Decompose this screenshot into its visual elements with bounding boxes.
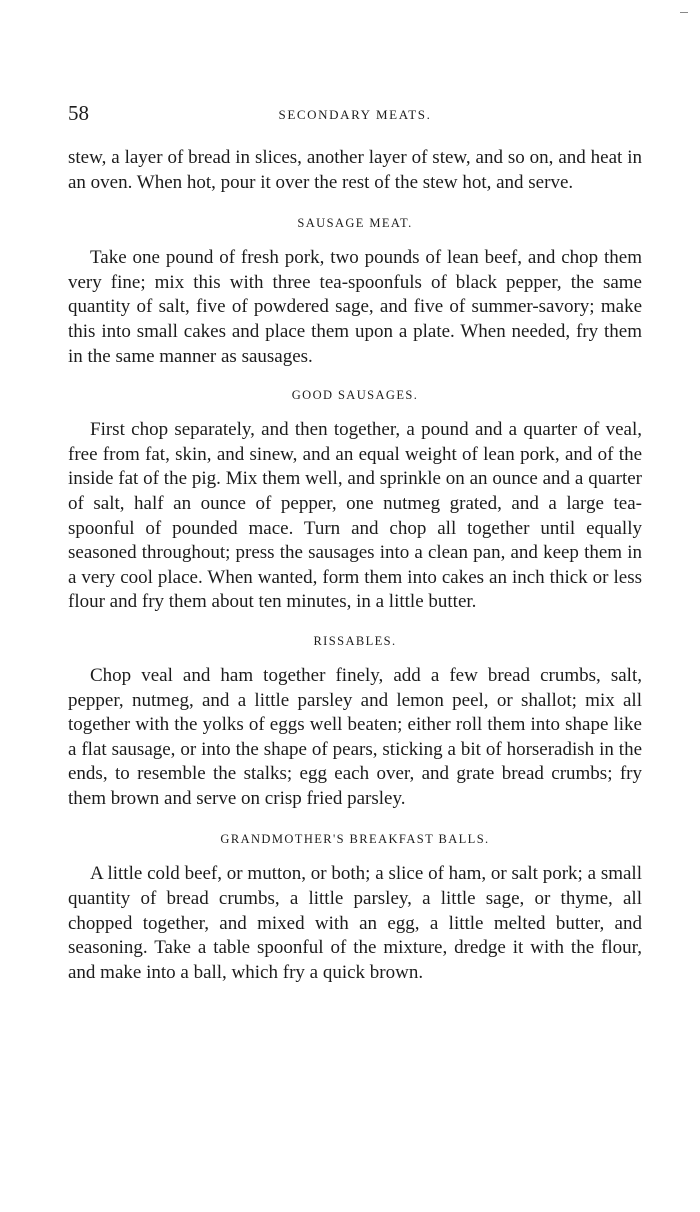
recipe-text-good-sausages: First chop separately, and then together, a pound and a quarter of veal, free from fat, skin, and sinew, and an equal weight of lean pork, and of the inside fat of the pig. Mix them well, and sprinkle on an ounce and a quarter of salt, half an ounce of pepper, one nutmeg grated, and a large tea-spoonful of pounded mace. Turn and chop all together until equally seasoned throughout; press the sausages into a clean pan, and keep them in a very cool place. When wanted, form them into cakes an inch thick or less flour and fry them about ten minutes, in a little butter. <box>68 419 642 613</box>
continued-paragraph: stew, a layer of bread in slices, another layer of stew, and so on, and heat in an oven. When hot, pour it over the rest of the stew hot, and serve. <box>68 147 642 193</box>
recipe-heading-sausage-meat: SAUSAGE MEAT. <box>297 216 413 231</box>
recipe-text-breakfast-balls: A little cold beef, or mutton, or both; a slice of ham, or salt pork; a small quantity of bread crumbs, a little parsley, a little sage, or thyme, all chopped together, and mixed with an egg, a little melted butter, and seasoning. Take a table spoonful of the mixture, dredge it with the flour, and make into a ball, which fry a quick brown. <box>68 863 642 983</box>
page-header <box>68 101 642 131</box>
recipe-heading-breakfast-balls: GRANDMOTHER'S BREAKFAST BALLS. <box>220 832 490 847</box>
recipe-heading-good-sausages: GOOD SAUSAGES. <box>291 388 419 403</box>
recipe-text-rissables: Chop veal and ham together finely, add a few bread crumbs, salt, pepper, nutmeg, and a little parsley and lemon peel, or shallot; mix all together with the yolks of eggs well beaten; either roll them into shape like a flat sausage, or into the shape of pears, sticking a bit of horseradish in the ends, to resemble the stalks; egg each over, and grate bread crumbs; fry them brown and serve on crisp fried parsley. <box>68 664 642 809</box>
scan-mark <box>680 12 688 13</box>
recipe-text-sausage-meat: Take one pound of fresh pork, two pounds of lean beef, and chop them very fine; mix this with three tea-spoonfuls of black pepper, the same quantity of salt, five of powdered sage, and five of summer-savory; make this into small cakes and place them upon a plate. When needed, fry them in the same manner as sausages. <box>68 247 642 367</box>
page-number: 58 <box>68 101 89 125</box>
recipe-heading-rissables: RISSABLES. <box>313 633 397 648</box>
running-head: SECONDARY MEATS. <box>278 107 432 122</box>
page-body <box>68 146 642 985</box>
